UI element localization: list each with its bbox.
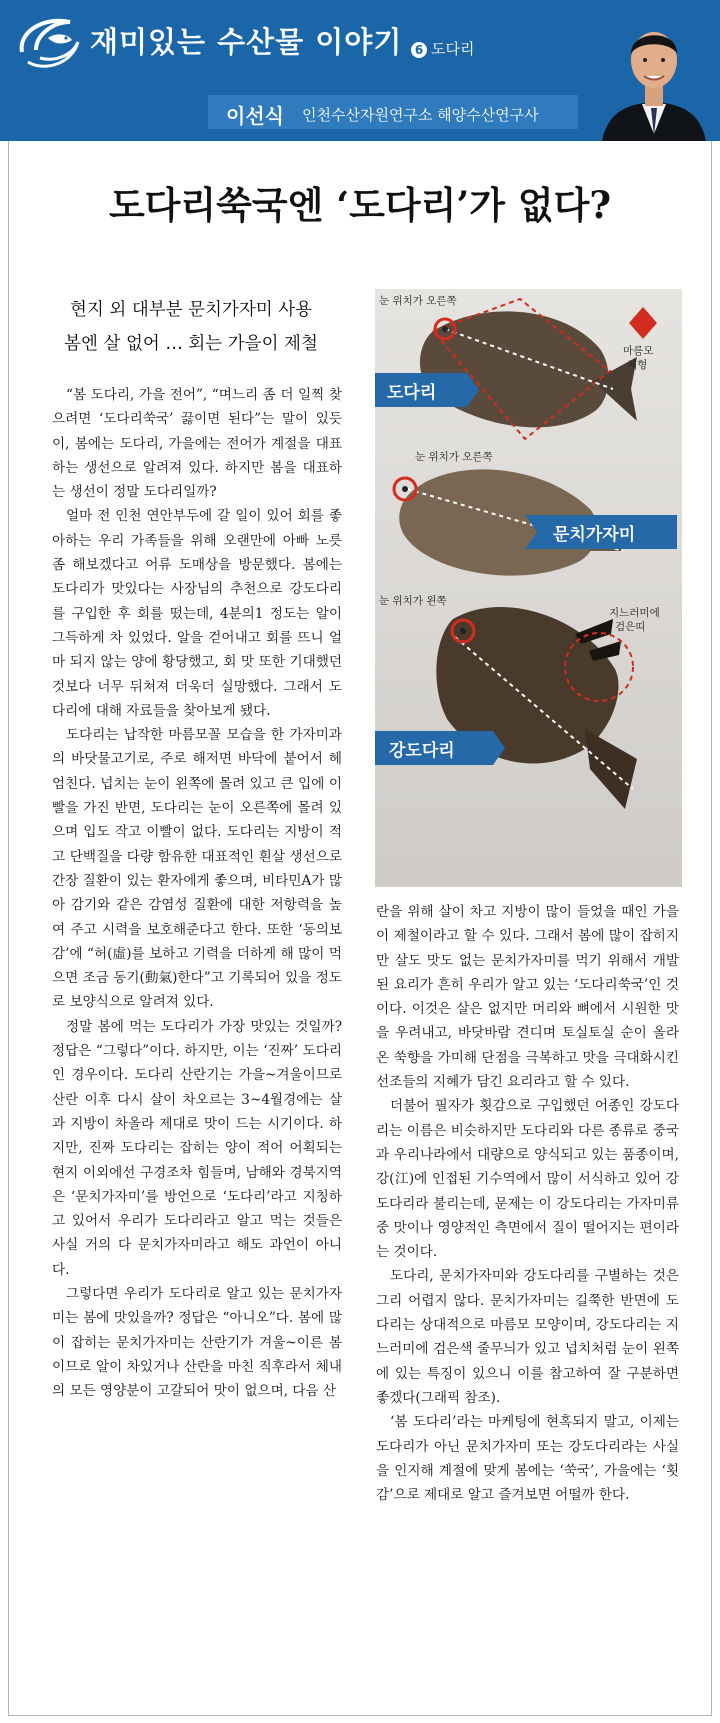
author-affiliation: 인천수산자원연구소 해양수산연구사 [302, 106, 539, 124]
article-column-left [52, 383, 342, 1403]
dodari-label: 도다리 [387, 383, 437, 403]
diamond-note-line-1: 마름모 [623, 345, 654, 357]
episode-number: 6 [411, 42, 427, 58]
gang-dodari-label: 강도다리 [389, 741, 455, 761]
paragraph: “봄 도다리, 가을 전어”, “며느리 좀 더 일찍 찾으려면 ‘도다리쑥국’ 끓이면 된다”는 말이 있듯이, 봄에는 도다리, 가을에는 전어가 계절을 대표하는 생선으로 알려져 있다. 하지만 봄을 대표하는 생선이 정말 도다리일까? [52, 387, 342, 501]
paragraph: 정말 봄에 먹는 도다리가 가장 맛있는 것일까? 정답은 “그렇다”이다. 하지만, 이는 ‘진짜’ 도다리인 경우이다. 도다리 산란기는 가을~겨울이므로 산란 이후 다시 살이 차오르는 3~4월경에는 살과 지방이 차올라 제대로 맛이 드는 시기이다. 하지만, 진짜 도다리는 잡히는 양이 적어 어획되는 현지 이외에선 구경조차 힘들며, 남해와 경북지역은 ‘문치가자미’를 방언으로 ‘도다리’라고 지칭하고 있어서 우리가 도다리라고 알고 먹는 것들은 사실 거의 다 문치가자미라고 해도 과언이 아니다. [52, 1018, 342, 1278]
paragraph: 란을 위해 살이 차고 지방이 많이 들었을 때인 가을이 제철이라고 할 수 있다. 그래서 봄에 많이 잡히지만 살도 맛도 없는 문치가자미를 먹기 위해서 개발된 요리가 흔히 우리가 알고 있는 ‘도다리쑥국’인 것이다. 이것은 살은 없지만 머리와 뼈에서 시원한 맛을 우려내고, 바닷바람 견디며 토실토실 순이 올라온 쑥향을 가미해 단점을 극복하고 맛을 극대화시킨 선조들의 지혜가 담긴 요리라고 할 수 있다. [376, 904, 679, 1091]
series-title: 재미있는 수산물 이야기 [90, 25, 403, 59]
eye-position-note-1: 눈 위치가 오른쪽 [379, 295, 457, 307]
fish-logo-icon [14, 12, 84, 74]
paragraph: 도다리, 문치가자미와 강도다리를 구별하는 것은 그리 어렵지 않다. 문치가자미는 길쭉한 반면에 도다리는 상대적으로 마름모 모양이며, 강도다리는 지느러미에 검은색 줄무늬가 있고 넙치처럼 눈이 왼쪽에 있는 특징이 있으니 이를 참고하여 잘 구분하면 좋겠다(그래픽 참조). [376, 1268, 679, 1406]
episode-subject: 도다리 [431, 40, 475, 58]
paragraph: 도다리는 납작한 마름모꼴 모습을 한 가자미과의 바닷물고기로, 주로 해저면 바닥에 붙어서 헤엄친다. 넙치는 눈이 왼쪽에 몰려 있고 큰 입에 이빨을 가진 반면, 도다리는 눈이 오른쪽에 몰려 있으며 입도 작고 이빨이 없다. 도다리는 지방이 적고 단백질을 다량 함유한 대표적인 흰살 생선으로 간장 질환이 있는 환자에게 좋으며, 비타민A가 많아 감기와 같은 감염성 질환에 대한 저항력을 높여 주고 시력을 보호해준다고 한다. 또한 ‘동의보감’에 “허(虛)를 보하고 기력을 더하게 해 많이 먹으면 조금 동기(動氣)한다”고 기록되어 있을 정도로 보양식으로 알려져 있다. [52, 727, 342, 1011]
fish-comparison-graphic [375, 289, 682, 887]
munchi-gajami-label: 문치가자미 [553, 525, 636, 545]
eye-position-note-3: 눈 위치가 왼쪽 [379, 595, 447, 607]
author-photo [598, 8, 710, 141]
paragraph: 더불어 필자가 횟감으로 구입했던 어종인 강도다리는 이름은 비슷하지만 도다리와 다른 종류로 중국과 우리나라에서 대량으로 양식되고 있는 품종이며, 강(江)에 인접된 기수역에서 많이 서식하고 있어 강도다리라 불리는데, 문제는 이 강도다리는 가자미류 중 맛이나 영양적인 측면에서 질이 떨어지는 편이라는 것이다. [376, 1098, 679, 1261]
eye-position-note-2: 눈 위치가 오른쪽 [415, 451, 493, 463]
headline: 도다리쑥국엔 ‘도다리’가 없다? [108, 183, 612, 227]
fin-note-line-2: 검은띠 [615, 621, 646, 633]
episode-tag [411, 38, 474, 59]
author-name: 이선식 [226, 104, 284, 128]
article-column-right [376, 900, 679, 1507]
subhead-1: 현지 외 대부분 문치가자미 사용 [69, 300, 312, 320]
subhead-2: 봄엔 살 없어 … 회는 가을이 제철 [64, 334, 318, 354]
diamond-note-line-2: 체형 [627, 359, 648, 371]
paragraph: ‘봄 도다리’라는 마케팅에 현혹되지 말고, 이제는 도다리가 아닌 문치가자미 또는 강도다리라는 사실을 인지해 계절에 맞게 봄에는 ‘쑥국’, 가을에는 ‘횟감’으로 제대로 알고 즐겨보면 어떨까 한다. [376, 1414, 679, 1504]
fin-note-line-1: 지느러미에 [609, 607, 660, 619]
paragraph: 얼마 전 인천 연안부두에 갈 일이 있어 회를 좋아하는 우리 가족들을 위해 오랜만에 아빠 노릇 좀 해보겠다고 어류 도매상을 방문했다. 봄에는 도다리가 맛있다는 사장님의 추천으로 강도다리를 구입한 후 회를 떴는데, 4분의1 정도는 알이 그득하게 차 있었다. 알을 걷어내고 회를 뜨니 얼마 되지 않는 양에 황당했고, 회 맛 또한 기대했던 것보다 너무 뒤쳐져 더욱더 실망했다. 그래서 도다리에 대해 자료들을 찾아보게 됐다. [52, 508, 342, 719]
paragraph: 그렇다면 우리가 도다리로 알고 있는 문치가자미는 봄에 맛있을까? 정답은 “아니오”다. 봄에 많이 잡히는 문치가자미는 산란기가 겨울~이른 봄이므로 알이 차있거나 산란을 마친 직후라서 체내의 모든 영양분이 고갈되어 맛이 없으며, 다음 산 [52, 1285, 342, 1400]
series-header [0, 0, 720, 141]
